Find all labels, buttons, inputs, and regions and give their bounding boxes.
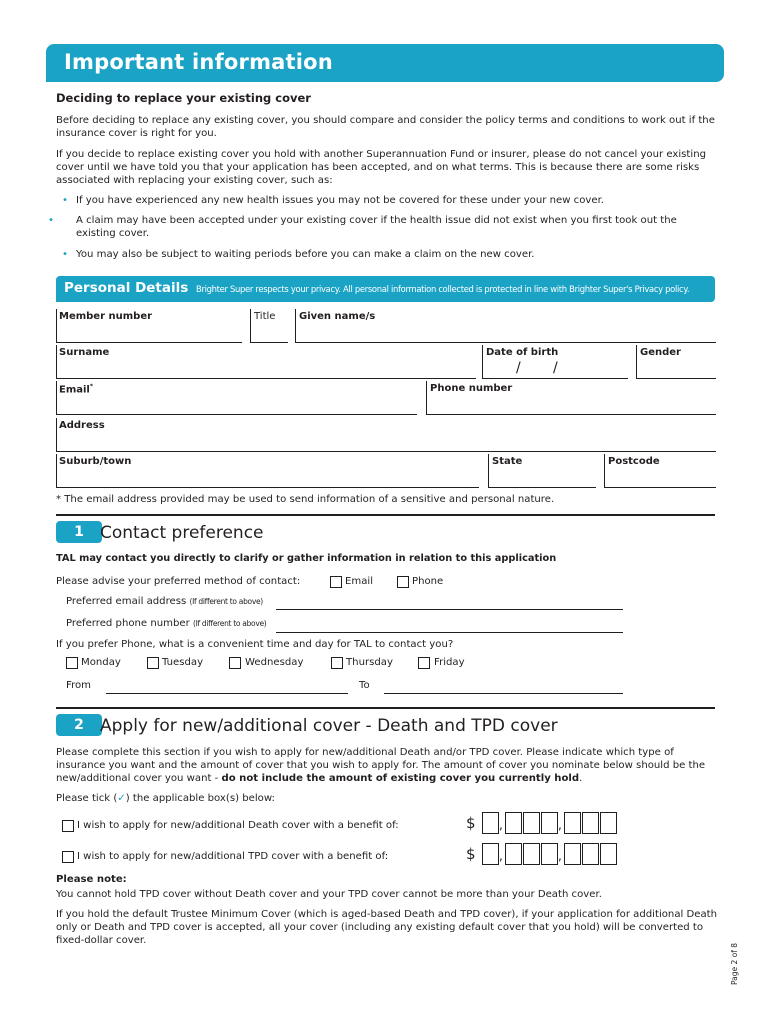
note-heading: Please note: bbox=[56, 874, 127, 885]
title-label: Title bbox=[254, 311, 276, 322]
suburb-label: Suburb/town bbox=[59, 456, 132, 467]
monday-checkbox[interactable] bbox=[66, 657, 78, 669]
list-item: • A claim may have been accepted under your existing cover if the health issue did not exist when you first took out the existing cover. bbox=[48, 215, 677, 240]
postcode-field[interactable] bbox=[604, 454, 716, 488]
list-item: • You may also be subject to waiting periods before you can make a claim on the new cover. bbox=[62, 249, 535, 260]
bullet-icon: • bbox=[48, 215, 54, 226]
death-amount-digit[interactable] bbox=[541, 812, 558, 834]
note-1: You cannot hold TPD cover without Death cover and your TPD cover cannot be more than your Death cover. bbox=[56, 889, 602, 900]
preferred-phone-label: Preferred phone number (If different to above) bbox=[66, 618, 267, 629]
privacy-notice: Brighter Super respects your privacy. All personal information collected is protected in line with Brighter Super's Privacy policy. bbox=[196, 284, 690, 294]
death-cover-checkbox[interactable] bbox=[62, 820, 74, 832]
page-title: Important information bbox=[64, 50, 333, 74]
tpd-amount-digit[interactable] bbox=[541, 843, 558, 865]
state-field[interactable] bbox=[488, 454, 596, 488]
tick-prompt: Please tick (✓) the applicable box(s) below: bbox=[56, 793, 275, 804]
apply-cover-title: Apply for new/additional cover - Death and TPD cover bbox=[100, 716, 558, 736]
wednesday-label: Wednesday bbox=[245, 657, 304, 668]
tpd-cover-label: I wish to apply for new/additional TPD cover with a benefit of: bbox=[77, 851, 389, 862]
death-amount-digit[interactable] bbox=[600, 812, 617, 834]
currency-symbol: $ bbox=[466, 845, 476, 863]
to-label: To bbox=[359, 680, 370, 691]
phone-option-label: Phone bbox=[412, 576, 444, 587]
tpd-amount-digit[interactable] bbox=[564, 843, 581, 865]
date-of-birth-field[interactable] bbox=[482, 345, 628, 379]
dob-separator: / bbox=[516, 360, 521, 376]
preferred-email-label: Preferred email address (If different to above) bbox=[66, 596, 263, 607]
phone-label: Phone number bbox=[430, 383, 513, 394]
page-number: Page 2 of 8 bbox=[730, 942, 739, 985]
death-amount-digit[interactable] bbox=[564, 812, 581, 834]
friday-label: Friday bbox=[434, 657, 465, 668]
monday-label: Monday bbox=[81, 657, 121, 668]
tuesday-checkbox[interactable] bbox=[147, 657, 159, 669]
death-amount-digit[interactable] bbox=[582, 812, 599, 834]
tpd-amount-digit[interactable] bbox=[523, 843, 540, 865]
preferred-phone-input[interactable] bbox=[276, 632, 623, 633]
postcode-label: Postcode bbox=[608, 456, 660, 467]
section-2-badge: 2 bbox=[56, 714, 102, 736]
from-time-input[interactable] bbox=[106, 693, 348, 694]
apply-intro: Please complete this section if you wish to apply for new/additional Death and/or TPD cover. Please indicate which type of insurance you want and the amount of cover that you wish to apply for. The amount of cover you nominate below should be the new/additional cover you want - do not include the amount of existing cover you currently hold. bbox=[56, 747, 706, 785]
email-label: Email* bbox=[59, 383, 93, 396]
tuesday-label: Tuesday bbox=[162, 657, 204, 668]
personal-details-title: Personal Details bbox=[64, 280, 189, 296]
member-number-label: Member number bbox=[59, 311, 153, 322]
tpd-amount-digit[interactable] bbox=[505, 843, 522, 865]
list-item: • If you have experienced any new health issues you may not be covered for these under your new cover. bbox=[62, 195, 605, 206]
email-field[interactable] bbox=[56, 381, 417, 415]
thousands-separator: , bbox=[558, 849, 562, 863]
given-names-label: Given name/s bbox=[299, 311, 376, 322]
dob-separator: / bbox=[553, 360, 558, 376]
section-1-badge: 1 bbox=[56, 521, 102, 543]
thousands-separator: , bbox=[499, 849, 503, 863]
contact-preference-title: Contact preference bbox=[100, 523, 264, 543]
address-label: Address bbox=[59, 420, 105, 431]
personal-details-header bbox=[56, 276, 715, 302]
state-label: State bbox=[492, 456, 523, 467]
section-divider bbox=[56, 514, 715, 516]
address-field[interactable] bbox=[56, 418, 716, 452]
friday-checkbox[interactable] bbox=[418, 657, 430, 669]
surname-label: Surname bbox=[59, 347, 110, 358]
replace-para-1: Before deciding to replace any existing cover, you should compare and consider the policy terms and conditions to work out if the insurance cover is right for you. bbox=[56, 115, 715, 140]
thousands-separator: , bbox=[558, 818, 562, 832]
currency-symbol: $ bbox=[466, 814, 476, 832]
death-cover-label: I wish to apply for new/additional Death cover with a benefit of: bbox=[77, 820, 399, 831]
death-amount-digit[interactable] bbox=[523, 812, 540, 834]
to-time-input[interactable] bbox=[384, 693, 623, 694]
tick-icon: ✓ bbox=[117, 793, 126, 804]
page-header-banner bbox=[46, 44, 724, 82]
death-amount-digit[interactable] bbox=[482, 812, 499, 834]
contact-time-prompt: If you prefer Phone, what is a convenient time and day for TAL to contact you? bbox=[56, 639, 454, 650]
contact-intro: TAL may contact you directly to clarify or gather information in relation to this application bbox=[56, 553, 557, 564]
bullet-icon: • bbox=[62, 195, 68, 206]
replace-para-2: If you decide to replace existing cover you hold with another Superannuation Fund or insurer, please do not cancel your existing cover until we have told you that your application has been accepted, and on what terms. This is because there are some risks associated with replacing your existing cover, such as: bbox=[56, 149, 706, 187]
tpd-amount-digit[interactable] bbox=[582, 843, 599, 865]
gender-field[interactable] bbox=[636, 345, 716, 379]
section-divider bbox=[56, 707, 715, 709]
email-option-label: Email bbox=[345, 576, 374, 587]
given-names-field[interactable] bbox=[295, 309, 716, 343]
tpd-cover-checkbox[interactable] bbox=[62, 851, 74, 863]
tpd-amount-digit[interactable] bbox=[600, 843, 617, 865]
note-2: If you hold the default Trustee Minimum Cover (which is aged-based Death and TPD cover), if your application for additional Death only or Death and TPD cover is accepted, all your cover (including any existing default cover that you hold) will be converted to fixed-dollar cover. bbox=[56, 909, 718, 947]
wednesday-checkbox[interactable] bbox=[229, 657, 241, 669]
replace-heading: Deciding to replace your existing cover bbox=[56, 91, 311, 105]
suburb-field[interactable] bbox=[56, 454, 479, 488]
title-field[interactable] bbox=[250, 309, 288, 343]
dob-label: Date of birth bbox=[486, 347, 559, 358]
email-footnote: * The email address provided may be used to send information of a sensitive and personal nature. bbox=[56, 494, 555, 505]
thursday-checkbox[interactable] bbox=[331, 657, 343, 669]
thursday-label: Thursday bbox=[346, 657, 393, 668]
email-checkbox[interactable] bbox=[330, 576, 342, 588]
bullet-icon: • bbox=[62, 249, 68, 260]
from-label: From bbox=[66, 680, 92, 691]
contact-method-prompt: Please advise your preferred method of contact: bbox=[56, 576, 301, 587]
thousands-separator: , bbox=[499, 818, 503, 832]
preferred-email-input[interactable] bbox=[276, 609, 623, 610]
phone-number-field[interactable] bbox=[426, 381, 716, 415]
tpd-amount-digit[interactable] bbox=[482, 843, 499, 865]
gender-label: Gender bbox=[640, 347, 681, 358]
death-amount-digit[interactable] bbox=[505, 812, 522, 834]
phone-checkbox[interactable] bbox=[397, 576, 409, 588]
surname-field[interactable] bbox=[56, 345, 476, 379]
member-number-field[interactable] bbox=[56, 309, 242, 343]
